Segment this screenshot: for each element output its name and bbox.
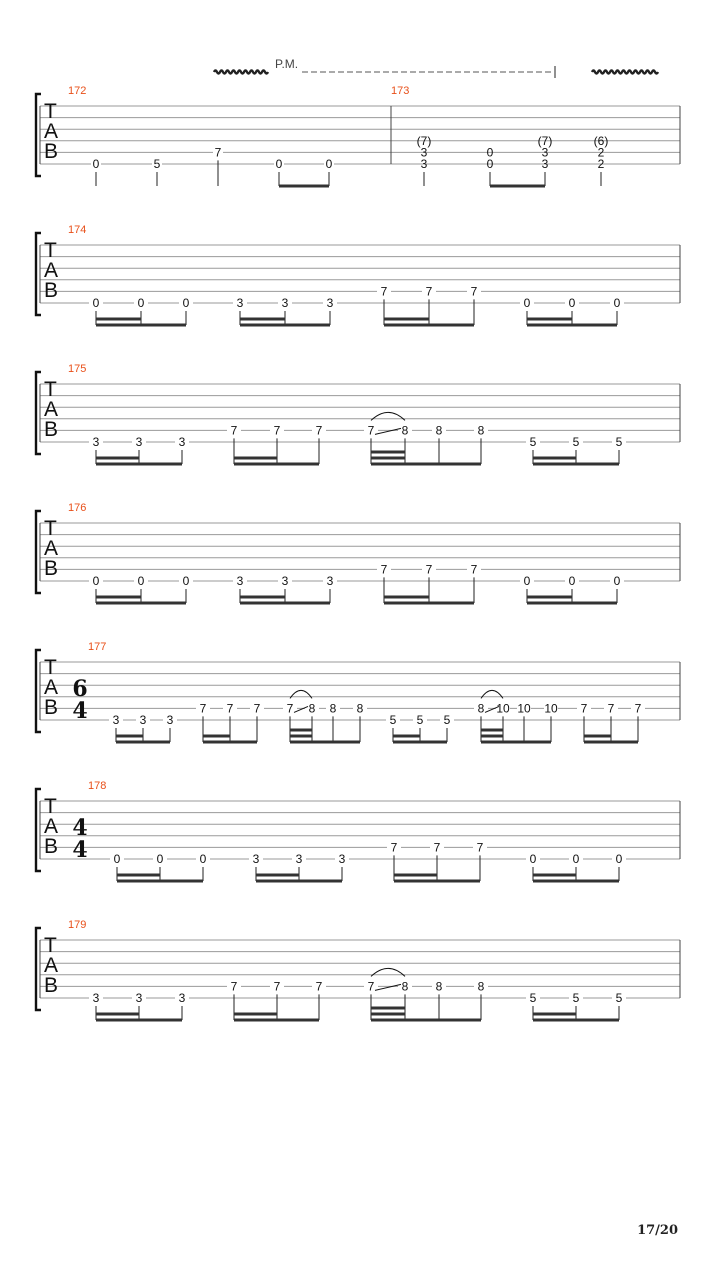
- fret-number: 7: [286, 701, 294, 716]
- fret-number: 5: [529, 991, 537, 1005]
- fret-number: 0: [486, 145, 494, 160]
- fret-number: 3: [295, 852, 303, 866]
- fret-number: 7: [425, 562, 433, 577]
- slide-line: [375, 984, 401, 990]
- fret-number: 7: [433, 840, 441, 855]
- fret-number: 0: [613, 296, 621, 310]
- tab-clef-letter: T: [44, 239, 57, 262]
- fret-number: 3: [178, 435, 186, 449]
- time-signature-bottom: 4: [72, 698, 88, 724]
- fret-number: 7: [476, 840, 484, 855]
- fret-number: 7: [214, 145, 222, 160]
- header-markings: [214, 57, 658, 78]
- fret-number: 5: [615, 991, 623, 1005]
- fret-number: 3: [92, 991, 100, 1005]
- page-number: 17/20: [637, 1223, 678, 1238]
- fret-number: 3: [252, 852, 260, 866]
- measure-number: 177: [88, 641, 107, 653]
- fret-number: 3: [178, 991, 186, 1005]
- fret-number: 0: [113, 852, 121, 866]
- tab-clef-letter: B: [44, 279, 59, 302]
- fret-number: 3: [166, 713, 174, 727]
- fret-number: 0: [325, 157, 333, 171]
- fret-number: (7): [537, 133, 553, 148]
- measure-number: 176: [68, 502, 87, 514]
- fret-number: 0: [92, 157, 100, 171]
- fret-number: 3: [236, 574, 244, 588]
- fret-number: 7: [230, 423, 238, 438]
- fret-number: 5: [416, 713, 424, 727]
- tab-clef-letter: B: [44, 140, 59, 163]
- fret-number: 0: [529, 852, 537, 866]
- fret-number: 8: [435, 423, 443, 438]
- measure-number: 175: [68, 363, 87, 375]
- fret-number: 0: [486, 157, 494, 171]
- fret-number: 3: [541, 145, 549, 160]
- fret-number: 0: [275, 157, 283, 171]
- fret-number: 0: [199, 852, 207, 866]
- fret-number: 3: [135, 991, 143, 1005]
- time-signature-bottom: 4: [72, 837, 88, 863]
- fret-number: 5: [615, 435, 623, 449]
- fret-number: 8: [401, 979, 409, 994]
- fret-number: 7: [367, 979, 375, 994]
- fret-number: 3: [139, 713, 147, 727]
- fret-number: 5: [572, 991, 580, 1005]
- tab-system: [36, 919, 680, 1020]
- fret-number: 0: [568, 574, 576, 588]
- tab-clef-letter: A: [44, 954, 59, 977]
- fret-number: 8: [477, 701, 485, 716]
- tab-system: [36, 502, 680, 603]
- fret-number: 7: [607, 701, 615, 716]
- fret-number: 7: [470, 562, 478, 577]
- fret-number: 0: [615, 852, 623, 866]
- fret-number: 3: [92, 435, 100, 449]
- fret-number: 0: [137, 296, 145, 310]
- fret-number: 7: [470, 284, 478, 299]
- tab-clef-letter: A: [44, 537, 59, 560]
- tab-clef-letter: A: [44, 815, 59, 838]
- fret-number: 0: [568, 296, 576, 310]
- tab-clef-letter: B: [44, 696, 59, 719]
- fret-number: 3: [326, 574, 334, 588]
- fret-number: 0: [156, 852, 164, 866]
- fret-number: 8: [329, 701, 337, 716]
- measure-number: 173: [391, 85, 410, 97]
- fret-number: 7: [380, 562, 388, 577]
- time-signature-top: 4: [72, 815, 88, 841]
- fret-number: 7: [273, 423, 281, 438]
- fret-number: 8: [477, 423, 485, 438]
- fret-number: 0: [572, 852, 580, 866]
- fret-number: 5: [389, 713, 397, 727]
- measure-number: 179: [68, 919, 87, 931]
- tab-clef-letter: A: [44, 398, 59, 421]
- tab-clef-letter: B: [44, 835, 59, 858]
- fret-number: 0: [137, 574, 145, 588]
- fret-number: 7: [226, 701, 234, 716]
- measure-number: 172: [68, 85, 87, 97]
- fret-number: 3: [236, 296, 244, 310]
- fret-number: 7: [315, 979, 323, 994]
- tab-clef-letter: T: [44, 656, 57, 679]
- fret-number: 2: [597, 145, 605, 160]
- fret-number: 5: [443, 713, 451, 727]
- tab-system: [36, 363, 680, 464]
- tab-clef-letter: T: [44, 100, 57, 123]
- fret-number: (6): [593, 133, 609, 148]
- measure-number: 178: [88, 780, 107, 792]
- fret-number: 2: [597, 157, 605, 171]
- tab-clef-letter: T: [44, 795, 57, 818]
- tab-clef-letter: T: [44, 517, 57, 540]
- tab-clef-letter: B: [44, 418, 59, 441]
- fret-number: 7: [390, 840, 398, 855]
- fret-number: 3: [541, 157, 549, 171]
- tab-system: [36, 224, 680, 325]
- vibrato-icon: [214, 71, 268, 74]
- vibrato-icon: [592, 71, 658, 74]
- fret-number: 7: [634, 701, 642, 716]
- tab-clef-letter: T: [44, 378, 57, 401]
- fret-number: 7: [315, 423, 323, 438]
- fret-number: 0: [92, 574, 100, 588]
- fret-number: 0: [92, 296, 100, 310]
- fret-number: 10: [517, 701, 531, 716]
- tab-clef-letter: A: [44, 676, 59, 699]
- fret-number: 0: [523, 296, 531, 310]
- fret-number: 10: [544, 701, 558, 716]
- fret-number: 3: [338, 852, 346, 866]
- fret-number: 3: [281, 574, 289, 588]
- fret-number: 0: [613, 574, 621, 588]
- fret-number: 3: [420, 145, 428, 160]
- fret-number: 0: [523, 574, 531, 588]
- fret-number: 7: [367, 423, 375, 438]
- tab-clef-letter: A: [44, 120, 59, 143]
- fret-number: 8: [308, 701, 316, 716]
- fret-number: 10: [496, 701, 510, 716]
- tab-system: [36, 85, 680, 186]
- fret-number: 7: [199, 701, 207, 716]
- fret-number: 5: [153, 157, 161, 171]
- fret-number: 7: [273, 979, 281, 994]
- fret-number: 3: [281, 296, 289, 310]
- fret-number: 8: [435, 979, 443, 994]
- fret-number: 8: [401, 423, 409, 438]
- measure-number: 174: [68, 224, 87, 236]
- tab-system: [36, 780, 680, 881]
- time-signature-top: 6: [72, 676, 88, 702]
- tab-clef-letter: T: [44, 934, 57, 957]
- fret-number: 7: [425, 284, 433, 299]
- fret-number: 7: [380, 284, 388, 299]
- fret-number: 3: [112, 713, 120, 727]
- fret-number: 3: [135, 435, 143, 449]
- fret-number: 8: [477, 979, 485, 994]
- fret-number: 5: [529, 435, 537, 449]
- fret-number: 5: [572, 435, 580, 449]
- fret-number: 3: [420, 157, 428, 171]
- tab-clef-letter: A: [44, 259, 59, 282]
- tab-clef-letter: B: [44, 557, 59, 580]
- fret-number: 7: [253, 701, 261, 716]
- fret-number: 0: [182, 574, 190, 588]
- fret-number: (7): [416, 133, 432, 148]
- slide-line: [375, 428, 401, 434]
- tab-clef-letter: B: [44, 974, 59, 997]
- fret-number: 7: [580, 701, 588, 716]
- fret-number: 0: [182, 296, 190, 310]
- fret-number: 7: [230, 979, 238, 994]
- palm-mute-label: P.M.: [275, 57, 299, 71]
- tab-system: [36, 641, 680, 742]
- fret-number: 8: [356, 701, 364, 716]
- fret-number: 3: [326, 296, 334, 310]
